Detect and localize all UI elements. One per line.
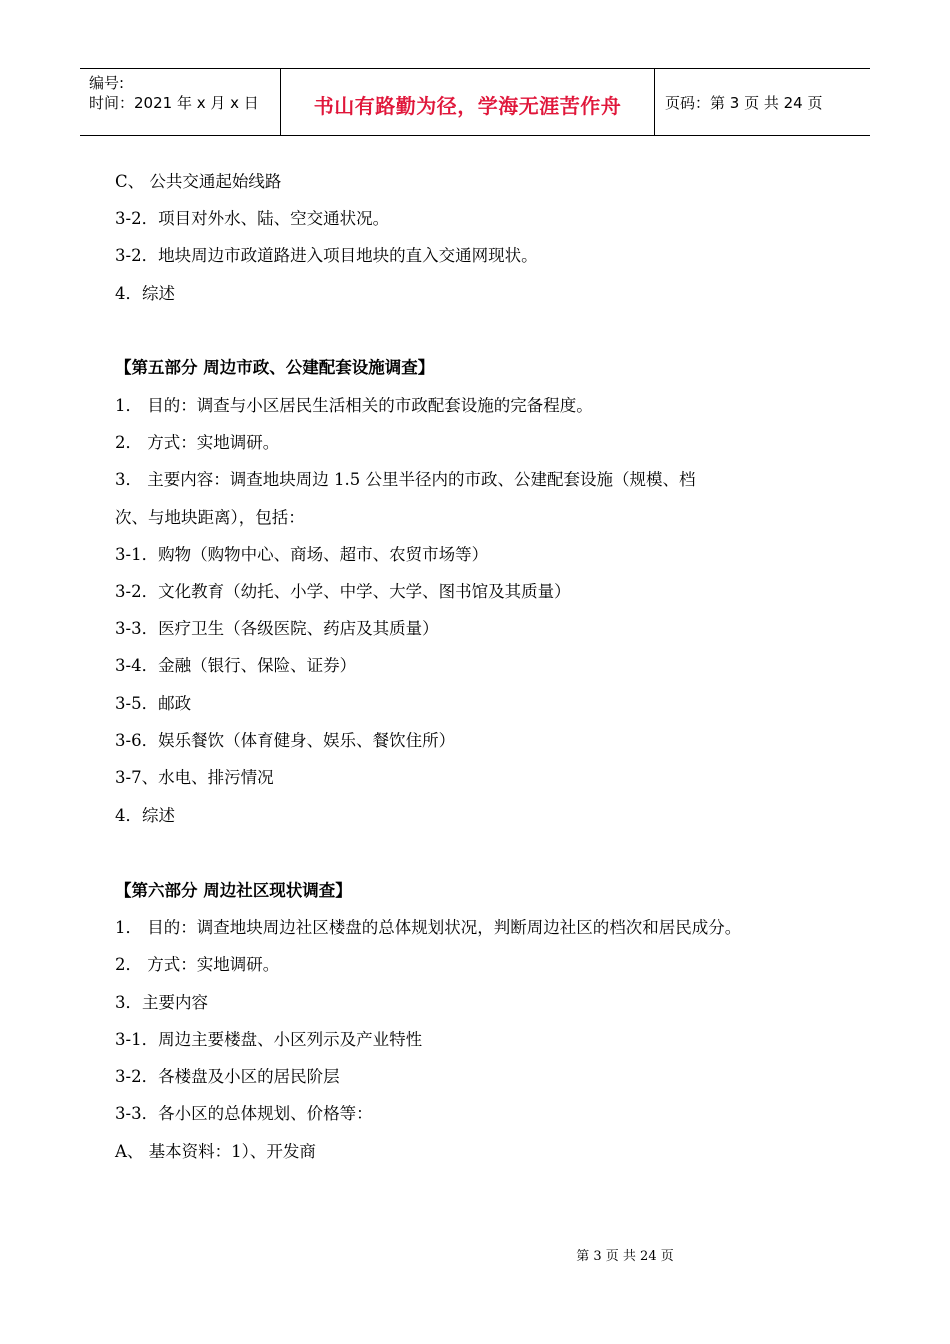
body-line: 3-5．邮政 xyxy=(115,694,192,713)
section-heading-part6: 【第六部分 周边社区现状调查】 xyxy=(115,881,352,900)
body-line: 3-7、水电、排污情况 xyxy=(115,768,274,787)
body-line: A、 基本资料：1）、开发商 xyxy=(115,1142,316,1161)
body-line: 3-6．娱乐餐饮（体育健身、娱乐、餐饮住所） xyxy=(115,731,456,750)
page-footer: 第 3 页 共 24 页 xyxy=(576,1249,674,1264)
header-page-info: 页码：第 3 页 共 24 页 xyxy=(665,93,823,112)
body-line: 3． 主要内容：调查地块周边 1.5 公里半径内的市政、公建配套设施（规模、档 xyxy=(115,470,696,489)
body-line: 3-1．购物（购物中心、商场、超市、农贸市场等） xyxy=(115,545,489,564)
section-heading-part5: 【第五部分 周边市政、公建配套设施调查】 xyxy=(115,358,435,377)
body-line: 2． 方式：实地调研。 xyxy=(115,433,280,452)
body-line: 3-1．周边主要楼盘、小区列示及产业特性 xyxy=(115,1030,423,1049)
body-line: C、 公共交通起始线路 xyxy=(115,172,282,191)
body-line: 3-2．项目对外水、陆、空交通状况。 xyxy=(115,209,390,228)
body-line: 3-2．地块周边市政道路进入项目地块的直入交通网现状。 xyxy=(115,246,538,265)
document-header xyxy=(80,68,870,136)
body-line: 1． 目的：调查与小区居民生活相关的市政配套设施的完备程度。 xyxy=(115,396,593,415)
body-line: 4．综述 xyxy=(115,284,175,303)
header-number-label: 编号: xyxy=(89,74,125,92)
body-line: 次、与地块距离），包括： xyxy=(115,508,305,527)
body-line: 3-4．金融（银行、保险、证券） xyxy=(115,656,357,675)
body-line: 2． 方式：实地调研。 xyxy=(115,955,280,974)
header-time-label: 时间：2021 年 x 月 x 日 xyxy=(89,94,259,112)
body-line: 4．综述 xyxy=(115,806,175,825)
body-line: 3-2．文化教育（幼托、小学、中学、大学、图书馆及其质量） xyxy=(115,582,571,601)
body-line: 3-3．医疗卫生（各级医院、药店及其质量） xyxy=(115,619,439,638)
header-meta-cell xyxy=(80,69,281,135)
body-line: 3．主要内容 xyxy=(115,993,208,1012)
body-line: 3-2．各楼盘及小区的居民阶层 xyxy=(115,1067,340,1086)
body-line: 3-3．各小区的总体规划、价格等： xyxy=(115,1104,373,1123)
body-line: 1． 目的：调查地块周边社区楼盘的总体规划状况，判断周边社区的档次和居民成分。 xyxy=(115,918,742,937)
header-motto: 书山有路勤为径，学海无涯苦作舟 xyxy=(281,69,655,135)
